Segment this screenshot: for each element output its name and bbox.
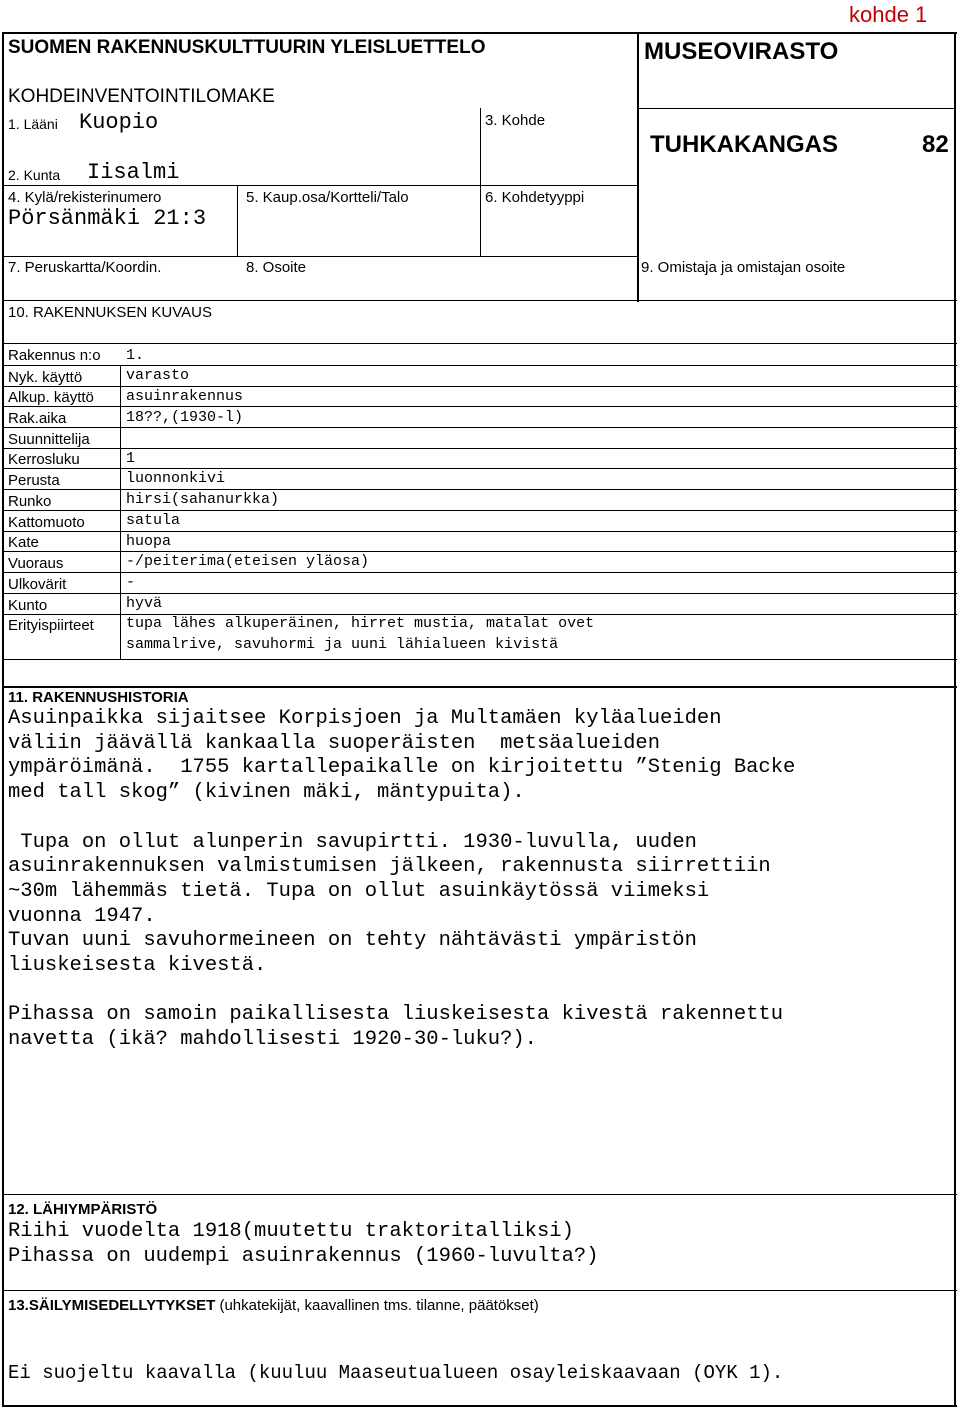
history-text: Asuinpaikka sijaitsee Korpisjoen ja Multamäen kyläalueiden väliin jäävällä kankaalla suoperäisten metsäalueiden ympäröimänä. 1755 kartallepaikalle on kirjoitettu ”Stenig Backe med tall skog” (kivinen mäki, mäntypuita). Tupa on ollut alunperin savupirtti. 1930-luvulla, uuden asuinrakennuksen valmistumisen jälkeen, rakennusta siirrettiin ~30m lähemmäs tietä. Tupa on ollut asuinkäytössä viimeksi vuonna 1947. Tuvan uuni savuhormeineen on tehty nähtävästi ympäristön liuskeisesta kivestä. Pihassa on samoin paikallisesta liuskeisesta kivestä rakennettu navetta (ikä? mahdollisesti 1920-30-luku?). [8,707,796,1052]
building-row-label: Rak.aika [8,410,67,427]
environment-section-label: 12. LÄHIYMPÄRISTÖ [8,1201,158,1218]
kyla-label: 4. Kylä/rekisterinumero [8,189,162,206]
environment-text: Riihi vuodelta 1918(muutettu traktoritalliksi) Pihassa on uudempi asuinrakennus (1960-luvulta?) [8,1220,599,1268]
form-title: SUOMEN RAKENNUSKULTTUURIN YLEISLUETTELO [8,37,486,58]
building-row-value: 18??,(1930-l) [126,409,244,426]
building-row-label: Alkup. käyttö [8,389,94,406]
preservation-text: Ei suojeltu kaavalla (kuuluu Maaseutualueen osayleiskaavaan (OYK 1). [8,1362,784,1384]
osoite-label: 8. Osoite [246,259,307,276]
building-section-label: 10. RAKENNUKSEN KUVAUS [8,304,212,321]
site-name: TUHKAKANGAS [650,131,838,158]
building-row-label: Runko [8,493,52,510]
building-row-value: satula [126,512,181,529]
building-row-label: Perusta [8,472,60,489]
preservation-section-label-rest: (uhkatekijät, kaavallinen tms. tilanne, päätökset) [215,1297,539,1314]
building-row-value: -/peiterima(eteisen yläosa) [126,553,370,570]
building-row-label: Vuoraus [8,555,64,572]
building-row-value: huopa [126,533,172,550]
building-row-value: sammalrive, savuhormi ja uuni lähialueen kivistä [126,636,559,653]
building-row-value: asuinrakennus [126,388,244,405]
building-row-label: Kate [8,534,39,551]
site-number: 82 [922,131,949,158]
building-row-label: Kunto [8,597,48,614]
building-row-label: Rakennus n:o [8,347,101,364]
building-row-value: hirsi(sahanurkka) [126,491,280,508]
building-row-value: - [126,574,136,591]
building-row-value: 1 [126,450,136,467]
omistaja-label: 9. Omistaja ja omistajan osoite [641,259,846,276]
kunta-value: Iisalmi [87,160,180,185]
building-row-label: Suunnittelija [8,431,90,448]
preservation-section-label-bold: 13.SÄILYMISEDELLYTYKSET [8,1297,216,1314]
laani-label: 1. Lääni [8,116,58,132]
building-row-label: Ulkovärit [8,576,67,593]
agency-name: MUSEOVIRASTO [644,38,839,65]
history-section-label: 11. RAKENNUSHISTORIA [8,689,189,706]
form-name: KOHDEINVENTOINTILOMAKE [8,86,275,107]
kohdetyyppi-label: 6. Kohdetyyppi [485,189,585,206]
preservation-section-label [8,1297,539,1314]
kohde-label: 3. Kohde [485,112,546,129]
building-row-label: Kattomuoto [8,514,85,531]
building-row-value: luonnonkivi [126,470,226,487]
page-corner-label: kohde 1 [849,2,928,27]
kyla-value: Pörsänmäki 21:3 [8,206,207,231]
building-row-value: tupa lähes alkuperäinen, hirret mustia, matalat ovet [126,615,595,632]
building-row-value: hyvä [126,595,163,612]
building-row-value: 1. [126,347,145,364]
building-row-label: Erityispiirteet [8,617,94,634]
building-row-label: Nyk. käyttö [8,369,83,386]
building-row-value: varasto [126,367,190,384]
kunta-label: 2. Kunta [8,167,61,183]
building-row-label: Kerrosluku [8,451,80,468]
peruskartta-label: 7. Peruskartta/Koordin. [8,259,162,276]
laani-value: Kuopio [79,110,159,135]
kaupunginosa-label: 5. Kaup.osa/Kortteli/Talo [246,189,409,206]
